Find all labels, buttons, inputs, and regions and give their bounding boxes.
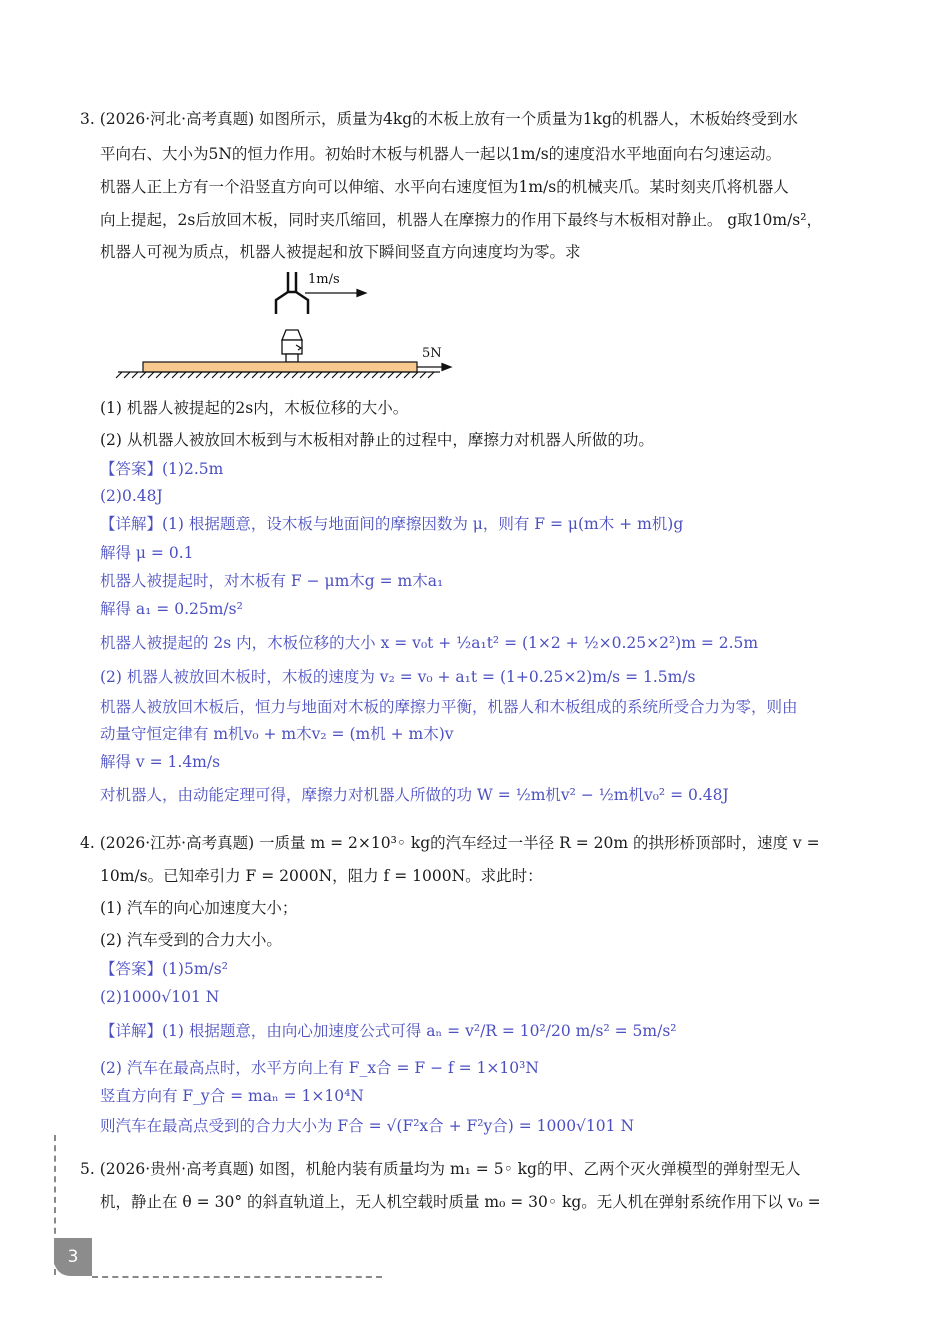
force-label: 5N (422, 346, 442, 361)
q4-detail-1: 【详解】(1) 根据题意，由向心加速度公式可得 aₙ = v²/R = 10²/20 m/s² = 5m/s² (100, 1022, 677, 1040)
q3-detail-10: 对机器人，由动能定理可得，摩擦力对机器人所做的功 W = ½m机v² − ½m机v₀² = 0.48J (100, 786, 729, 804)
q4-sub-2: (2) 汽车受到的合力大小。 (100, 931, 282, 949)
q3-detail-7: 机器人被放回木板后，恒力与地面对木板的摩擦力平衡，机器人和木板组成的系统所受合力为零，则由 (100, 698, 798, 716)
q3-stem-line-4: 向上提起，2s后放回木板，同时夹爪缩回，机器人在摩擦力的作用下最终与木板相对静止。 g取10m/s²， (100, 211, 822, 229)
q3-sub-2: (2) 从机器人被放回木板到与木板相对静止的过程中，摩擦力对机器人所做的功。 (100, 431, 654, 449)
q3-figure (110, 268, 470, 388)
claw-icon (276, 272, 308, 314)
q4-detail-3: 竖直方向有 F_y合 = maₙ = 1×10⁴N (100, 1087, 364, 1105)
q3-stem-line-5: 机器人可视为质点，机器人被提起和放下瞬间竖直方向速度均为零。求 (100, 243, 581, 261)
q5-stem-line-1: 5. (2026·贵州·高考真题) 如图，机舱内装有质量均为 m₁ = 5◦ kg的甲、乙两个灭火弹模型的弹射型无人 (80, 1160, 801, 1178)
q3-detail-1: 【详解】(1) 根据题意，设木板与地面间的摩擦因数为 μ，则有 F = μ(m木 + m机)g (100, 515, 684, 533)
q3-answer-1: 【答案】(1)2.5m (100, 460, 224, 478)
ground (116, 372, 440, 378)
q3-detail-3: 机器人被提起时，对木板有 F − μm木g = m木a₁ (100, 572, 444, 590)
q3-sub-1: (1) 机器人被提起的2s内，木板位移的大小。 (100, 399, 409, 417)
q3-detail-2: 解得 μ = 0.1 (100, 544, 194, 562)
q3-detail-5: 机器人被提起的 2s 内，木板位移的大小 x = v₀t + ½a₁t² = (1×2 + ½×0.25×2²)m = 2.5m (100, 634, 759, 652)
q4-detail-2: (2) 汽车在最高点时，水平方向上有 F_x合 = F − f = 1×10³N (100, 1059, 539, 1077)
q5-stem-line-2: 机，静止在 θ = 30° 的斜直轨道上，无人机空载时质量 m₀ = 30◦ kg。无人机在弹射系统作用下以 v₀ = (100, 1193, 821, 1211)
q3-stem-line-3: 机器人正上方有一个沿竖直方向可以伸缩、水平向右速度恒为1m/s的机械夹爪。某时刻夹爪将机器人 (100, 178, 789, 196)
q3-stem-line-1: 3. (2026·河北·高考真题) 如图所示，质量为4kg的木板上放有一个质量为1kg的机器人，木板始终受到水 (80, 110, 798, 128)
q4-answer-2: (2)1000√101 N (100, 988, 220, 1006)
q3-stem-line-2: 平向右、大小为5N的恒力作用。初始时木板与机器人一起以1m/s的速度沿水平地面向右匀速运动。 (100, 145, 782, 163)
page-number: 3 (54, 1238, 92, 1276)
q4-detail-4: 则汽车在最高点受到的合力大小为 F合 = √(F²x合 + F²y合) = 1000√101 N (100, 1117, 635, 1135)
q3-figure-drawing (110, 268, 470, 388)
velocity-arrow (305, 290, 366, 297)
q3-detail-4: 解得 a₁ = 0.25m/s² (100, 600, 243, 618)
q4-answer-1: 【答案】(1)5m/s² (100, 960, 228, 978)
corner-dashed-line-horizontal (92, 1276, 382, 1278)
force-arrow (417, 364, 451, 371)
robot-icon (282, 330, 302, 362)
q3-answer-2: (2)0.48J (100, 487, 163, 505)
q4-stem-line-1: 4. (2026·江苏·高考真题) 一质量 m = 2×10³◦ kg的汽车经过一半径 R = 20m 的拱形桥顶部时，速度 v = (80, 834, 820, 852)
q4-stem-line-2: 10m/s。已知牵引力 F = 2000N，阻力 f = 1000N。求此时： (100, 867, 543, 885)
q4-sub-1: (1) 汽车的向心加速度大小； (100, 899, 298, 917)
q3-detail-9: 解得 v = 1.4m/s (100, 753, 221, 771)
velocity-label: 1m/s (308, 272, 340, 287)
q3-detail-6: (2) 机器人被放回木板时，木板的速度为 v₂ = v₀ + a₁t = (1+0.25×2)m/s = 1.5m/s (100, 668, 696, 686)
wooden-board (143, 362, 417, 372)
q3-detail-8: 动量守恒定律有 m机v₀ + m木v₂ = (m机 + m木)v (100, 725, 454, 743)
